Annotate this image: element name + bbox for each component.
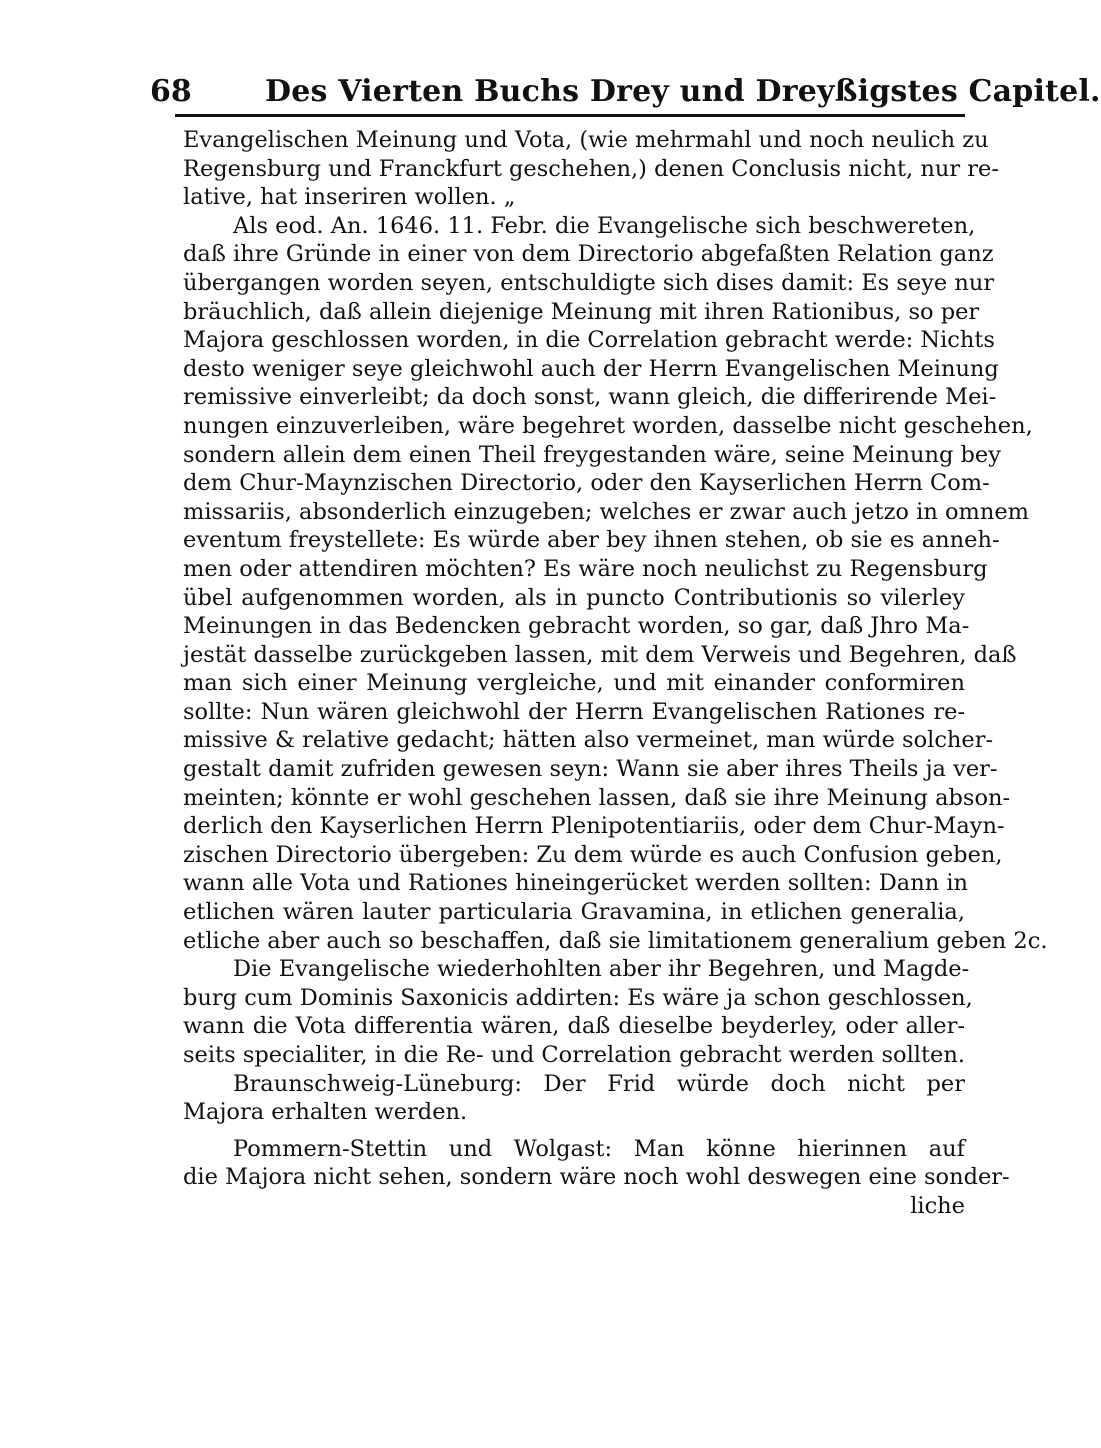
text-line: jestät dasselbe zurückgeben lassen, mit dem Verweis und Begehren, daß [183, 641, 1017, 668]
text-line: zischen Directorio übergeben: Zu dem würde es auch Confusion geben, [183, 841, 1003, 868]
text-line: seits specialiter, in die Re- und Correlation gebracht werden sollten. [183, 1042, 965, 1068]
text-line: missariis, absonderlich einzugeben; welches er zwar auch jetzo in omnem [183, 498, 1029, 525]
text-line: Meinungen in das Bedencken gebracht worden, so gar, daß Jhro Ma- [183, 613, 970, 640]
running-head: Des Vierten Buchs Drey und Dreyßigstes Capitel. [265, 74, 1101, 109]
text-line: remissive einverleibt; da doch sonst, wann gleich, die differirende Mei- [183, 384, 997, 411]
text-line: missive & relative gedacht; hätten also vermeinet, man würde solcher- [183, 727, 994, 754]
text-line: Regensburg und Franckfurt geschehen,) denen Conclusis nicht, nur re- [183, 155, 999, 182]
text-line: man sich einer Meinung vergleiche, und mit einander conformiren [183, 670, 965, 697]
text-line: dem Chur-Maynzischen Directorio, oder den Kayserlichen Herrn Com- [183, 470, 990, 497]
text-line: Als eod. An. 1646. 11. Febr. die Evangelische sich beschwereten, [233, 212, 976, 239]
text-line: gestalt damit zufriden gewesen seyn: Wann sie aber ihres Theils ja ver- [183, 756, 998, 783]
text-line: eventum freystellete: Es würde aber bey ihnen stehen, ob sie es anneh- [183, 527, 1000, 554]
text-line: daß ihre Gründe in einer von dem Directorio abgefaßten Relation ganz [183, 241, 994, 268]
header-rule [175, 114, 965, 117]
text-line: burg cum Dominis Saxonicis addirten: Es wäre ja schon geschlossen, [183, 984, 973, 1011]
text-line: etliche aber auch so beschaffen, daß sie limitationem generalium geben 2c. [183, 927, 1048, 954]
text-line: übel aufgenommen worden, als in puncto Contributionis so vilerley [183, 584, 965, 611]
text-line: die Majora nicht sehen, sondern wäre noch wohl deswegen eine sonder- [183, 1164, 1010, 1191]
text-line: Die Evangelische wiederhohlten aber ihr Begehren, und Magde- [233, 956, 970, 983]
text-line: nungen einzuverleiben, wäre begehret worden, dasselbe nicht geschehen, [183, 412, 1033, 439]
text-line: bräuchlich, daß allein diejenige Meinung mit ihren Rationibus, so per [183, 298, 980, 325]
page-header [150, 72, 1101, 112]
body-text [183, 126, 1048, 1221]
text-line: wann die Vota differentia wären, daß dieselbe beyderley, oder aller- [183, 1013, 965, 1040]
text-line: Majora geschlossen worden, in die Correlation gebracht werde: Nichts [183, 327, 995, 354]
text-line: Majora erhalten werden. [183, 1099, 468, 1126]
text-line: Evangelischen Meinung und Vota, (wie mehrmahl und noch neulich zu [183, 127, 989, 153]
text-line: sondern allein dem einen Theil freygestanden wäre, seine Meinung bey [183, 441, 1001, 468]
text-line: liche [910, 1192, 965, 1219]
text-line: sollte: Nun wären gleichwohl der Herrn Evangelischen Rationes re- [183, 698, 965, 725]
text-line: lative, hat inseriren wollen. „ [183, 184, 516, 211]
text-line: men oder attendiren möchten? Es wäre noch neulichst zu Regensburg [183, 555, 988, 582]
text-line: wann alle Vota und Rationes hineingerücket werden sollten: Dann in [183, 870, 969, 897]
text-line: desto weniger seye gleichwohl auch der Herrn Evangelischen Meinung [183, 355, 999, 382]
text-line: übergangen worden seyen, entschuldigte sich dises damit: Es seye nur [183, 269, 995, 296]
text-line: Pommern-Stettin und Wolgast: Man könne hierinnen auf [233, 1135, 965, 1162]
text-line: Braunschweig-Lüneburg: Der Frid würde doch nicht per [233, 1070, 965, 1097]
text-line: derlich den Kayserlichen Herrn Plenipotentiariis, oder dem Chur-Mayn- [183, 813, 1005, 840]
text-line: etlichen wären lauter particularia Gravamina, in etlichen generalia, [183, 899, 965, 926]
text-line: meinten; könnte er wohl geschehen lassen, daß sie ihre Meinung abson- [183, 784, 1011, 811]
page-number: 68 [150, 74, 192, 109]
